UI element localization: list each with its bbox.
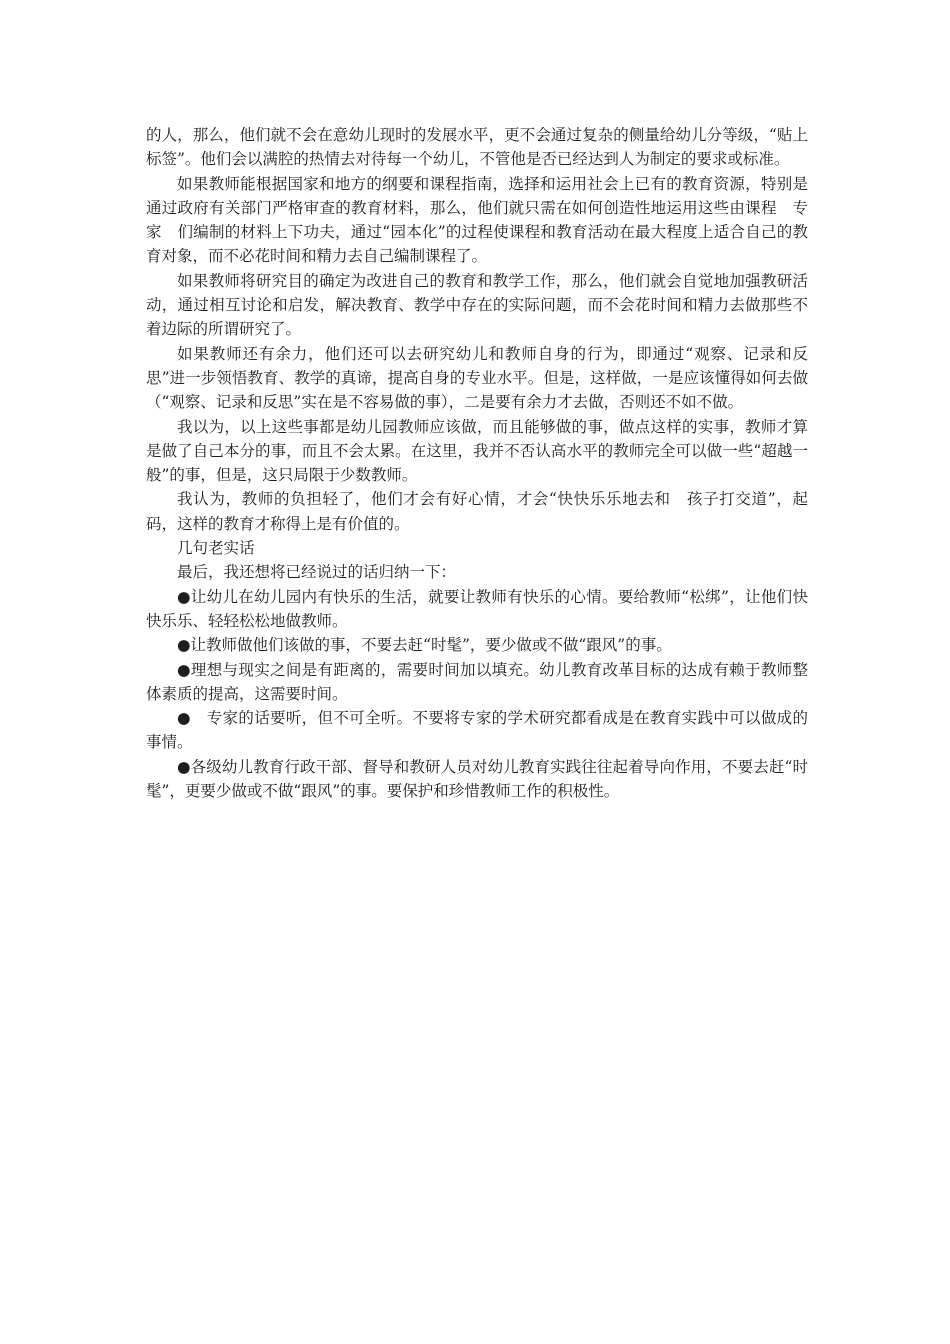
paragraph-1: 的人，那么，他们就不会在意幼儿现时的发展水平，更不会通过复杂的侧量给幼儿分等级，“贴上标签”。他们会以满腔的热情去对待每一个幼儿，不管他是否已经达到人为制定的要求或标准。 bbox=[146, 126, 808, 169]
bullet-item-5: ●各级幼儿教育行政干部、督导和教研人员对幼儿教育实践往往起着导向作用，不要去赶“时髦”，更要少做或不做“跟风”的事。要保护和珍惜教师工作的积极性。 bbox=[146, 757, 808, 801]
paragraph-5: 我以为，以上这些事都是幼儿园教师应该做，而且能够做的事，做点这样的实事，教师才算是做了自己本分的事，而且不会太累。在这里，我并不否认高水平的教师完全可以做一些“超越一般”的事，但是，这只局限于少数教师。 bbox=[146, 417, 808, 485]
paragraph-6: 我认为，教师的负担轻了，他们才会有好心情，才会“快快乐乐地去和 孩子打交道”，起码，这样的教育才称得上是有价值的。 bbox=[146, 490, 808, 533]
paragraph-8: 最后，我还想将已经说过的话归纳一下： bbox=[177, 563, 457, 582]
paragraph-2: 如果教师能根据国家和地方的纲要和课程指南，选择和运用社会上已有的教育资源，特别是通过政府有关部门严格审查的教育材料，那么，他们就只需在如何创造性地运用这些由课程 专家 们编制的材料上下功夫，通过“园本化”的过程使课程和教育活动在最大程度上适合自己的教育对象，而不必花时间和精力去自己编制课程了。 bbox=[146, 174, 808, 266]
bullet-item-2: ●让教师做他们该做的事，不要去赶“时髦”，要少做或不做“跟风”的事。 bbox=[177, 636, 672, 655]
bullet-item-3: ●理想与现实之间是有距离的，需要时间加以填充。幼儿教育改革目标的达成有赖于教师整体素质的提高，这需要时间。 bbox=[146, 660, 808, 703]
bullet-item-1: ●让幼儿在幼儿园内有快乐的生活，就要让教师有快乐的心情。要给教师“松绑”，让他们快快乐乐、轻轻松松地做教师。 bbox=[146, 587, 808, 630]
document-body bbox=[146, 123, 808, 803]
paragraph-3: 如果教师将研究目的确定为改进自己的教育和教学工作，那么，他们就会自觉地加强教研活动，通过相互讨论和启发，解决教育、教学中存在的实际问题，而不会花时间和精力去做那些不着边际的所谓研究了。 bbox=[146, 271, 808, 339]
section-heading: 几句老实话 bbox=[177, 539, 255, 558]
bullet-item-4: ● 专家的话要听，但不可全听。不要将专家的学术研究都看成是在教育实践中可以做成的事情。 bbox=[146, 709, 808, 752]
paragraph-4: 如果教师还有余力，他们还可以去研究幼儿和教师自身的行为，即通过“观察、记录和反思”进一步领悟教育、教学的真谛，提高自身的专业水平。但是，这样做，一是应该懂得如何去做（“观察、记录和反思”实在是不容易做的事），二是要有余力才去做，否则还不如不做。 bbox=[146, 344, 808, 412]
